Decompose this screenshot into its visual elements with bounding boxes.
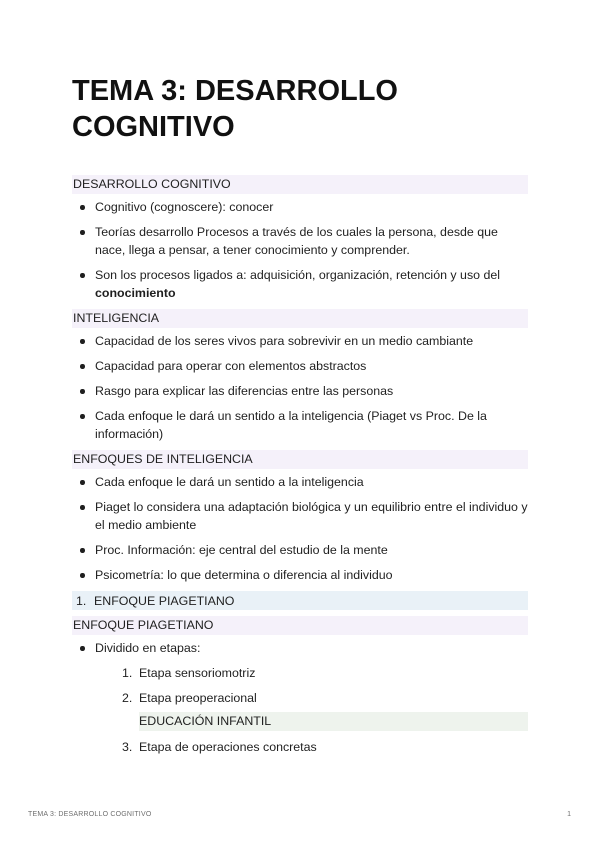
- stage-item: [118, 738, 528, 756]
- list-item: Psicometría: lo que determina o diferencia al individuo: [72, 566, 528, 584]
- stage-item: [118, 689, 528, 707]
- stage-number: 3.: [122, 740, 133, 754]
- stage-item: [118, 664, 528, 682]
- bullet-list-etapas: [72, 639, 528, 756]
- list-item: Capacidad para operar con elementos abstractos: [72, 357, 528, 375]
- list-item: Teorías desarrollo Procesos a través de los cuales la persona, desde que nace, llega a pensar, a tener conocimiento y comprender.: [72, 223, 528, 259]
- list-item: [72, 266, 528, 302]
- stage-number: 2.: [122, 691, 133, 705]
- numbered-heading-enfoque-piagetiano: [72, 591, 528, 610]
- page-number: 1: [567, 811, 571, 818]
- stage-label: Etapa sensoriomotriz: [139, 666, 256, 680]
- list-item: Rasgo para explicar las diferencias entre las personas: [72, 382, 528, 400]
- footer-title: TEMA 3: DESARROLLO COGNITIVO: [28, 811, 152, 818]
- list-item-text: Dividido en etapas:: [95, 641, 201, 655]
- list-item: Capacidad de los seres vivos para sobrevivir en un medio cambiante: [72, 332, 528, 350]
- list-item: Piaget lo considera una adaptación biológica y un equilibrio entre el individuo y el medio ambiente: [72, 498, 528, 534]
- list-item: Cada enfoque le dará un sentido a la inteligencia (Piaget vs Proc. De la información): [72, 407, 528, 443]
- stage-label: Etapa de operaciones concretas: [139, 740, 317, 754]
- bold-keyword: conocimiento: [95, 286, 176, 300]
- document-body: [72, 175, 528, 763]
- heading-number: 1.: [76, 593, 87, 608]
- bullet-list-inteligencia: [72, 332, 528, 443]
- section-heading-enfoque-piagetiano: ENFOQUE PIAGETIANO: [72, 616, 528, 635]
- list-item-text: Son los procesos ligados a: adquisición, organización, retención y uso del: [95, 268, 501, 282]
- stage-number: 1.: [122, 666, 133, 680]
- section-heading-enfoques: ENFOQUES DE INTELIGENCIA: [72, 450, 528, 469]
- heading-label: ENFOQUE PIAGETIANO: [94, 593, 235, 608]
- stages-list: [118, 664, 528, 756]
- section-heading-inteligencia: INTELIGENCIA: [72, 309, 528, 328]
- list-item: Cognitivo (cognoscere): conocer: [72, 198, 528, 216]
- bullet-list-enfoques: [72, 473, 528, 584]
- list-item: [72, 639, 528, 756]
- sub-heading-educacion-infantil: EDUCACIÓN INFANTIL: [139, 712, 528, 731]
- section-heading-desarrollo-cognitivo: DESARROLLO COGNITIVO: [72, 175, 528, 194]
- page-title: TEMA 3: DESARROLLO COGNITIVO: [72, 75, 398, 143]
- list-item: Cada enfoque le dará un sentido a la inteligencia: [72, 473, 528, 491]
- stage-label: Etapa preoperacional: [139, 691, 257, 705]
- bullet-list-desarrollo-cognitivo: [72, 198, 528, 302]
- list-item: Proc. Información: eje central del estudio de la mente: [72, 541, 528, 559]
